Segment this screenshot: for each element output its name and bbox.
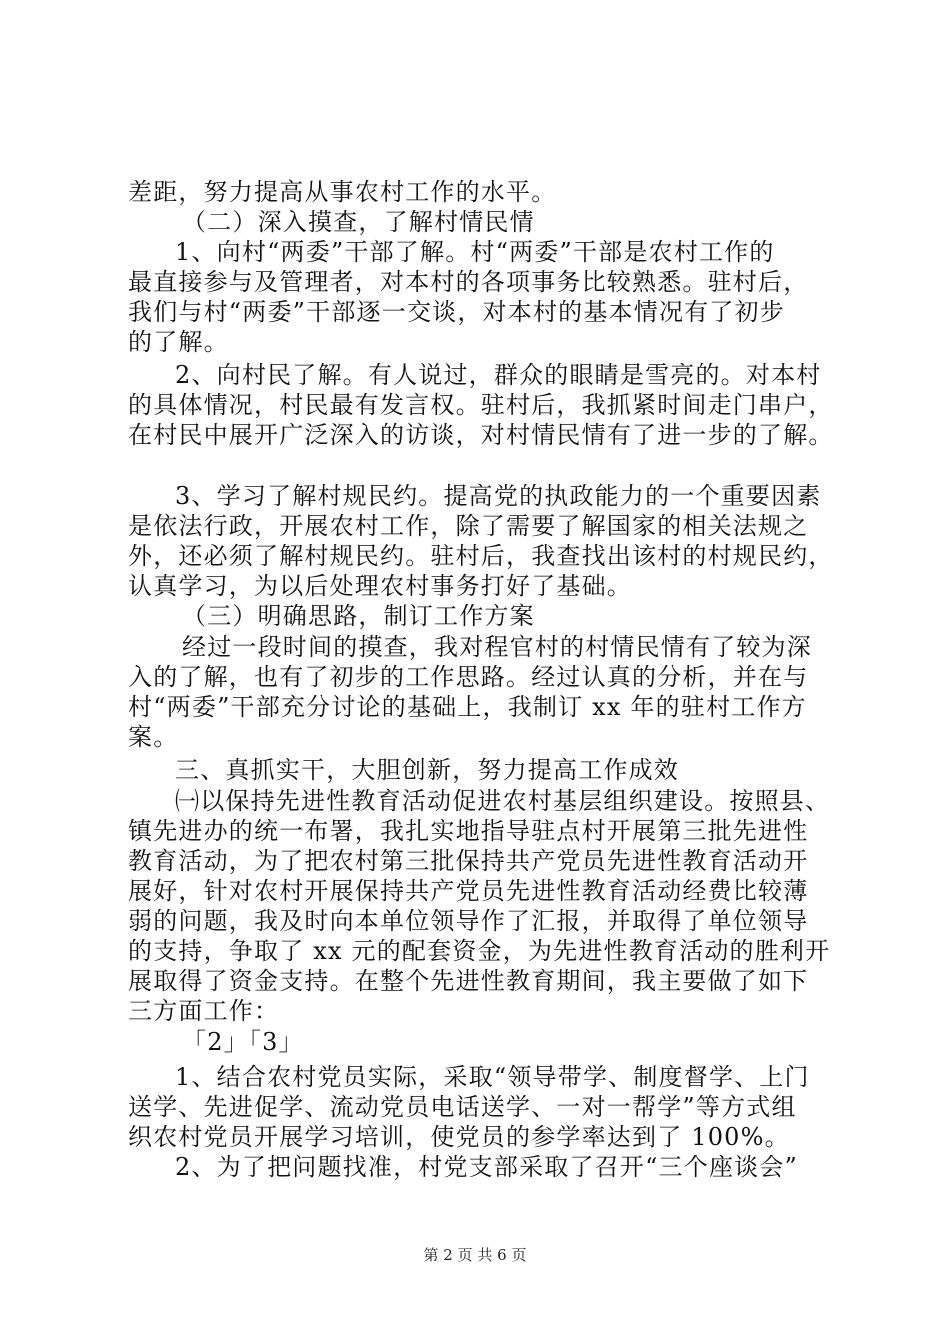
text-line: 最直接参与及管理者，对本村的各项事务比较熟悉。驻村后，: [128, 268, 809, 296]
text-line: 织农村党员开展学习培训，使党员的参学率达到了 100%。: [128, 1123, 790, 1151]
text-line: 入的了解，也有了初步的工作思路。经过认真的分析，并在与: [128, 663, 809, 691]
text-line: ㈠以保持先进性教育活动促进农村基层组织建设。按照县、: [175, 787, 831, 815]
text-line: 经过一段时间的摸查，我对程官村的村情民情有了较为深: [182, 633, 812, 661]
text-line: 3、学习了解村规民约。提高党的执政能力的一个重要因素: [175, 482, 822, 510]
text-line: 案。: [128, 723, 179, 751]
text-line: 的支持，争取了 xx 元的配套资金，为先进性教育活动的胜利开: [128, 937, 831, 965]
text-line: 2、向村民了解。有人说过，群众的眼睛是雪亮的。对本村: [175, 361, 822, 389]
text-line: 弱的问题，我及时向本单位领导作了汇报，并取得了单位领导: [128, 907, 809, 935]
text-line: 三方面工作：: [128, 997, 280, 1025]
text-line: 村“两委”干部充分讨论的基础上，我制订 xx 年的驻村工作方: [128, 693, 807, 721]
text-line: 的具体情况，村民最有发言权。驻村后，我抓紧时间走门串户，: [128, 391, 834, 419]
section-heading: （三）明确思路，制订工作方案: [182, 602, 535, 630]
section-heading: 三、真抓实干，大胆创新，努力提高工作成效: [175, 756, 679, 784]
text-line: 镇先进办的统一布署，我扎实地指导驻点村开展第三批先进性: [128, 817, 809, 845]
text-line: 差距，努力提高从事农村工作的水平。: [128, 178, 557, 206]
page-number-footer: 第 2 页 共 6 页: [423, 1246, 527, 1264]
text-line: 1、向村“两委”干部了解。村“两委”干部是农村工作的: [175, 238, 775, 266]
text-line: 的了解。: [128, 328, 229, 356]
text-line: 展取得了资金支持。在整个先进性教育期间，我主要做了如下: [128, 967, 809, 995]
text-line: 2、为了把问题找准，村党支部采取了召开“三个座谈会”: [175, 1153, 799, 1181]
text-line: 送学、先进促学、流动党员电话送学、一对一帮学”等方式组: [128, 1093, 797, 1121]
text-line: 在村民中展开广泛深入的访谈，对村情民情有了进一步的了解。: [128, 421, 834, 449]
text-line: 我们与村“两委”干部逐一交谈，对本村的基本情况有了初步: [128, 298, 785, 326]
text-line: 1、结合农村党员实际，采取“领导带学、制度督学、上门: [175, 1063, 810, 1091]
section-heading: （二）深入摸查，了解村情民情: [182, 208, 535, 236]
text-line: 外，还必须了解村规民约。驻村后，我查找出该村的村规民约，: [128, 542, 834, 570]
reference-marks: 「2」「3」: [182, 1028, 304, 1056]
text-line: 是依法行政，开展农村工作，除了需要了解国家的相关法规之: [128, 512, 809, 540]
text-line: 认真学习，为以后处理农村事务打好了基础。: [128, 572, 632, 600]
text-line: 展好，针对农村开展保持共产党员先进性教育活动经费比较薄: [128, 877, 809, 905]
text-line: 教育活动，为了把农村第三批保持共产党员先进性教育活动开: [128, 847, 809, 875]
